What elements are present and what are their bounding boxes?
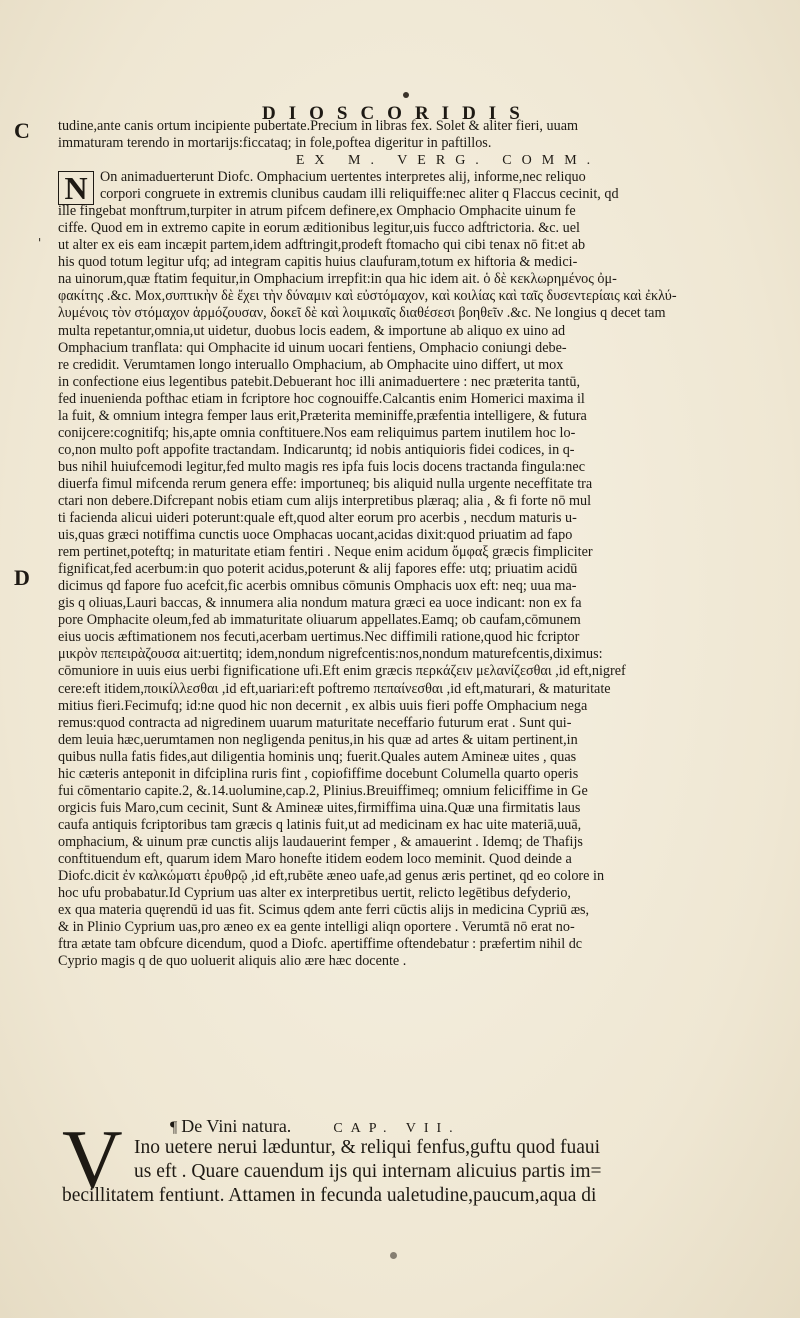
commentary-heading: EX M. VERG. COMM.	[295, 153, 601, 169]
text-line: cere:eft itidem,ποικίλλεσθαι ,id eft,uariari:eft poftremo πεπαίνεσθαι ,id eft,maturari, & maturitate	[58, 680, 611, 697]
pilcrow-mark: ¶	[170, 1119, 178, 1136]
text-line: quibus nulla fatis fides,aut diligentia hominis unq; fuerit.Quales autem Amineæ uites , quas	[58, 748, 577, 765]
chapter-title: De Vini natura.	[181, 1116, 292, 1136]
margin-tick-mark: '	[38, 236, 42, 250]
dropcap-block	[58, 169, 778, 207]
commentary-body	[58, 118, 778, 970]
commentary-lines	[58, 203, 778, 970]
text-line: cōmuniore in uuis eius uerbi fignificatione ufi.Eft enim græcis περκάζειν μελανίζεσθαι ,id eft,nigref	[58, 663, 626, 680]
text-line: On animaduerterunt Diofc. Omphacium uertentes interpretes alij, informe,nec reliquo	[100, 169, 586, 186]
chapter-heading	[170, 1116, 770, 1137]
text-line: omphacium, & uinum præ cunctis alijs laudauerint femper , & amauerint . Idemq; de Thafijs	[58, 833, 583, 850]
chapter-text-line: us eft . Quare cauendum ijs qui internam alicuius partis im=	[134, 1161, 602, 1182]
text-line: na uinorum,quæ ftatim fequitur,in Omphacium irrepfit:in qua hic idem ait. ὁ δὲ κεκλωρημένος ὀμ-	[58, 271, 617, 288]
text-line: ex qua materia quęrendū id uas fit. Scimus qdem ante ferri cūctis alijs in medicina Cypriū æs,	[58, 902, 590, 919]
margin-letter-d: D	[14, 565, 30, 590]
text-line: dem leuia hæc,uerumtamen non negligenda penitus,in his quæ ad artes & uitam pertinent,in	[58, 731, 578, 748]
text-line: μικρὸν πεπειρὰζουσα ait:uertitq; idem,nondum nigrefcentis:nos,nondum maturefcentis,diximus:	[58, 646, 603, 663]
text-line: fui cōmentario capite.2, &.14.uolumine,cap.2, Plinius.Breuiffimeq; omnium feliciffime in Ge	[58, 782, 588, 799]
text-line: co,non multo poft appofite tractandam. Indicaruntq; id nobis antiquioris fidei codices, in q-	[58, 441, 575, 458]
text-line: hoc ufu probabatur.Id Cyprium uas alter ex interpretibus uertit, relicto legētibus defyderio,	[58, 885, 571, 902]
text-line: bus nihil huiufcemodi legitur,fed multo magis res ipfa fuis locis docens tractanda fingula:nec	[58, 458, 585, 475]
text-line: & in Plinio Cyprium uas,pro æneo ex ea gente intelligi aliqn oportere . Verumtā nō erat no-	[58, 919, 575, 936]
text-line: immaturam terendo in mortarijs:ficcataq; in fole,poftea digeritur in paftillos.	[58, 135, 492, 152]
text-line: ti facienda alicui uideri poterunt:quale eft,quod alter eorum pro acerbis , necdum maturis u-	[58, 510, 577, 527]
text-line: eius uocis æftimationem nos fecuti,acerbam uertimus.Nec diffimili ratione,quod hic fcriptor	[58, 629, 580, 646]
bottom-ornament-dot	[390, 1252, 397, 1259]
top-ornament-dot	[403, 92, 409, 98]
chapter-number: CAP. VII.	[333, 1121, 461, 1136]
chapter-text-line: Ino uetere nerui læduntur, & reliqui fenfus,guftu quod fuaui	[134, 1137, 601, 1158]
text-line: multa repetantur,omnia,ut uidetur, duobus locis eadem, & importune ab aliquo ex uino ad	[58, 322, 566, 339]
chapter-text-line: becillitatem fentiunt. Attamen in fecunda ualetudine,paucum,aqua di	[62, 1185, 597, 1206]
text-line: fed inuenienda pofthac etiam in fcriptore hoc cognouiffe.Calcantis enim Homerici maxima il	[58, 390, 585, 407]
text-line: conftituendum eft, quarum idem Maro honefte itidem eodem loco meminit. Quod deinde a	[58, 850, 572, 867]
text-line: rem pertinet,poteftq; in maturitate etiam fentiri . Neque enim acidum ὄμφαξ græcis fimpliciter	[58, 544, 593, 561]
text-line: diuerfa fimul mifcenda rerum genera effe: importuneq; bis aliquid nulla urgente neceffitate tra	[58, 475, 593, 492]
text-line: λυμένοις τὸν στόμαχον ἁρμόζουσαν, δοκεῖ δὲ καὶ λοιμικαῖς διαθέσεσι βοηθεῖν .&c. Ne longius q decet tam	[58, 305, 666, 322]
chapter-text	[62, 1136, 792, 1208]
text-line: caufa antiquis fcriptoribus tam græcis q latinis fuit,ut ad medicinam ex hac uite materiā,uuā,	[58, 816, 582, 833]
text-line: pore Omphacite oleum,fed ab immaturitate oliuarum appellates.Eamq; ob caufam,cōmunem	[58, 612, 581, 629]
text-line: in confectione eius legentibus patebit.Debuerant hoc illi animaduertere : nec præterita tantū,	[58, 373, 580, 390]
text-line: dicimus qd fapore fuo acefcit,fic acerbis omnibus cōmunis Omphacis uox eft: neq; uua ma-	[58, 578, 577, 595]
text-line: re credidit. Verumtamen longo interuallo Omphacium, ab Omphacite uino differt, ut mox	[58, 356, 564, 373]
text-line: uis,quas græci notiffima cunctis uoce Omphacas uocant,acidas dixit:quod priuatim ad fapo	[58, 527, 573, 544]
text-line: ille fingebat monftrum,turpiter in atrum pifcem definere,ex Omphacio Omphacite uinum fe	[58, 203, 576, 220]
text-line: Omphacium tranflata: qui Omphacite id uinum uocari fentiens, Omphacio coniungi debe-	[58, 339, 567, 356]
text-line: φακίτης .&c. Mox,συπτικὴν δὲ ἔχει τὴν δύναμιν καὶ εὐστόμαχον, καὶ κοιλίας καὶ ταῖς δυσεντερίαις καὶ ἐκλύ-	[58, 288, 677, 305]
text-line: la fuit, & omnium integra femper laus erit,Præterita meminiffe,præfentia intelligere, & futura	[58, 407, 587, 424]
text-line: orgicis fuis Maro,cum cecinit, Sunt & Amineæ uites,firmiffima uina.Quæ una firmitatis laus	[58, 799, 581, 816]
text-line: gis q oliuas,Lauri baccas, & innumera alia nondum matura græci ea uoce indicant: non ex fa	[58, 595, 582, 612]
text-line: conijcere:cognitifq; his,apte omnia conftituere.Nos eam reliquimus partem inutilem hoc lo-	[58, 424, 576, 441]
text-line: mitius fieri.Fecimufq; id:ne quod hic non decernit , ex albis uuis fieri poffe Omphacium nega	[58, 697, 588, 714]
text-line: fignificat,fed acerbum:in quo poterit acidus,poterunt & alij fapores effe: utq; priuatim acidū	[58, 561, 578, 578]
dropcap-initial: N	[58, 171, 94, 205]
text-line: his quod totum legitur ufq; ad integram capitis huius claufuram,totum ex hiftoria & medici-	[58, 254, 578, 271]
text-line: hic cæteris anteponit in difciplina ruris fint , copiofiffime docebunt Columella quarto operis	[58, 765, 579, 782]
running-title: DIOSCORIDIS	[262, 103, 533, 124]
text-line: tudine,ante canis ortum incipiente pubertate.Precium in libras fex. Solet & aliter fieri, uuam	[58, 118, 579, 134]
text-line: Diofc.dicit ἐν καλκώματι ἐρυθρῷ ,id eft,rubēte æneo uafe,ad genus æris pertinet, qd eo colore in	[58, 868, 605, 885]
text-line: Cyprio magis q de quo uoluerit aliquis alio ære hæc docente .	[58, 953, 407, 970]
text-line: ut alter ex eis eam incæpit partem,idem adftringit,prodeft ftomacho qui cibi tenax nō fit:et ab	[58, 237, 586, 254]
text-line: ciffe. Quod em in extremo capite in eorum æditionibus legitur,uis fucco adftrictoria. &c. uel	[58, 220, 580, 237]
margin-letter-c: C	[14, 118, 30, 143]
text-line: remus:quod contracta ad nigredinem uuarum maturitate neceffario futurum erat . Sunt qui-	[58, 714, 572, 731]
text-line: ftra ætate tam obfcure dicendum, quod a Diofc. apertiffime oftendebatur : præfertim nihil dc	[58, 936, 583, 953]
text-line: corpori congruete in extremis clunibus caudam illi reliquiffe:nec aliter q Flaccus cecinit, qd	[100, 186, 619, 203]
chapter-initial: V	[62, 1113, 123, 1206]
text-line: ctari non debere.Difcrepant nobis etiam cum alijs interpretibus plæraq; alia , & fi forte nō mul	[58, 492, 592, 509]
